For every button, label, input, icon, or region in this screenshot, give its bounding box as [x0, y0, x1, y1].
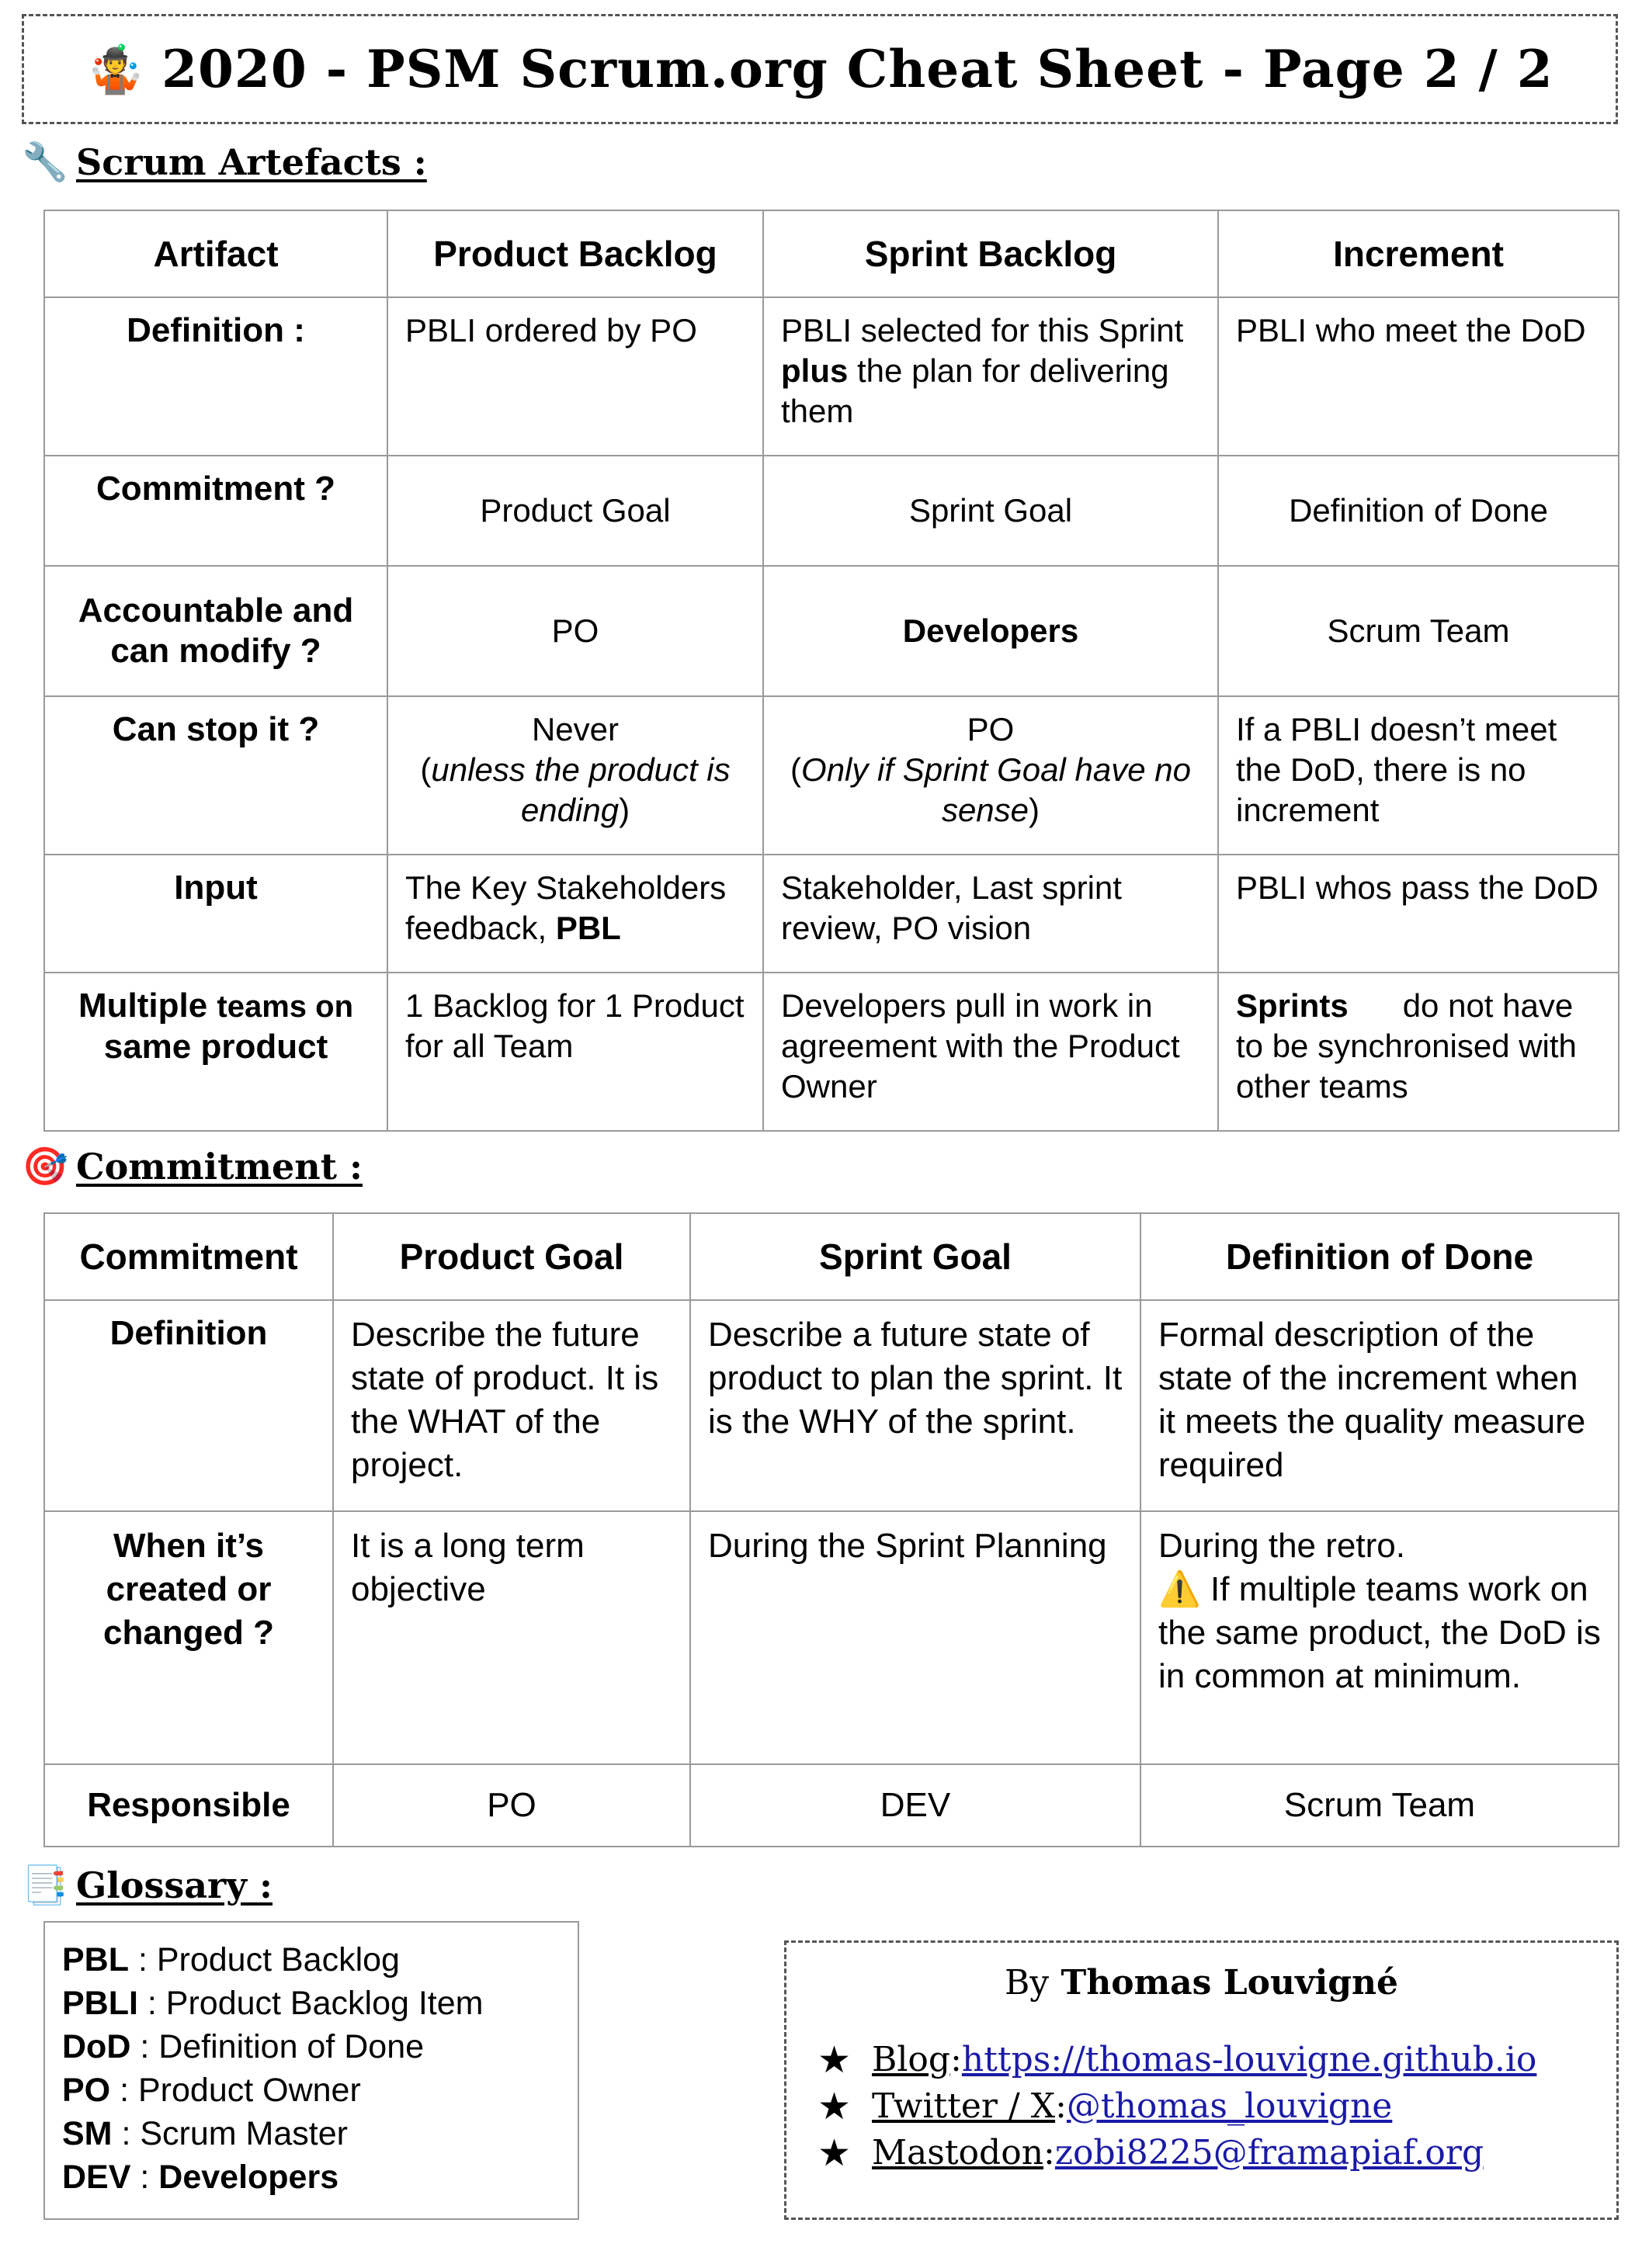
- commitment-heading: [22, 1144, 363, 1188]
- glossary-item: SM : Scrum Master: [62, 2115, 348, 2152]
- cell-pg-definition: Describe the future state of product. It is the WHAT of the project.: [333, 1300, 690, 1511]
- row-commitment: [44, 456, 1619, 566]
- title-banner: [22, 14, 1618, 124]
- header-product-goal: Product Goal: [333, 1213, 690, 1300]
- artefacts-heading: [22, 140, 427, 184]
- wrench-icon: 🔧: [22, 142, 68, 183]
- cell-sb-stop: PO (Only if Sprint Goal have no sense): [763, 696, 1218, 855]
- glossary-item: DEV : Developers: [62, 2159, 339, 2196]
- header-commitment: Commitment: [44, 1213, 333, 1300]
- artefacts-table: [43, 210, 1619, 1132]
- cell-inc-accountable: Scrum Team: [1218, 566, 1619, 696]
- cell-sb-input: Stakeholder, Last sprint review, PO vision: [763, 855, 1218, 973]
- blog-label: Blog: [872, 2040, 951, 2079]
- cell-sb-multiple: Developers pull in work in agreement with the Product Owner: [763, 973, 1218, 1131]
- row-commit-definition: [44, 1300, 1619, 1511]
- cell-sb-accountable: Developers: [763, 566, 1218, 696]
- cell-inc-stop: If a PBLI doesn’t meet the DoD, there is no increment: [1218, 696, 1619, 855]
- row-stop: [44, 696, 1619, 855]
- artefacts-heading-label: Scrum Artefacts :: [76, 140, 427, 183]
- header-artifact: Artifact: [44, 210, 387, 297]
- row-label: Can stop it ?: [44, 696, 387, 855]
- author-box: [784, 1940, 1619, 2220]
- row-label: When it’s created or changed ?: [44, 1511, 333, 1764]
- glossary-item: PBL : Product Backlog: [62, 1941, 400, 1978]
- row-accountable: [44, 566, 1619, 696]
- notepad-icon: 📑: [22, 1865, 68, 1906]
- row-label: Accountable and can modify ?: [44, 566, 387, 696]
- header-product-backlog: Product Backlog: [387, 210, 763, 297]
- cell-inc-definition: PBLI who meet the DoD: [1218, 297, 1619, 456]
- commitment-heading-label: Commitment :: [76, 1145, 363, 1188]
- glossary-item: PO : Product Owner: [62, 2072, 361, 2109]
- cell-pb-commitment: Product Goal: [387, 456, 763, 566]
- commitment-table: [43, 1212, 1619, 1847]
- twitter-link[interactable]: @thomas_louvigne: [1066, 2086, 1393, 2126]
- author-byline: By Thomas Louvigné: [1004, 1963, 1399, 2003]
- glossary-box: [43, 1921, 579, 2220]
- cell-sg-definition: Describe a future state of product to plan the sprint. It is the WHY of the sprint.: [690, 1300, 1140, 1511]
- cell-sb-definition: PBLI selected for this Sprint plus the plan for delivering them: [763, 297, 1218, 456]
- cell-pg-when: It is a long term objective: [333, 1511, 690, 1764]
- star-icon: ★: [818, 2131, 852, 2175]
- juggler-icon: 🤹: [86, 43, 145, 95]
- cell-dod-when: During the retro. ⚠️ If multiple teams work on the same product, the DoD is in common at minimum.: [1140, 1511, 1619, 1764]
- glossary-item: DoD : Definition of Done: [62, 2028, 425, 2065]
- target-icon: 🎯: [22, 1146, 68, 1188]
- row-label: Multiple teams on same product: [44, 973, 387, 1131]
- cell-pb-multiple: 1 Backlog for 1 Product for all Team: [387, 973, 763, 1131]
- cell-inc-multiple: Sprints do not have to be synchronised with other teams: [1218, 973, 1619, 1131]
- cell-sb-commitment: Sprint Goal: [763, 456, 1218, 566]
- star-icon: ★: [818, 2085, 852, 2128]
- header-sprint-goal: Sprint Goal: [690, 1213, 1140, 1300]
- page-title: 2020 - PSM Scrum.org Cheat Sheet - Page 2 / 2: [161, 39, 1553, 99]
- author-link-row: ★ Twitter / X : @thomas_louvigne: [818, 2085, 1393, 2128]
- row-label: Responsible: [44, 1764, 333, 1847]
- warning-icon: ⚠️: [1158, 1570, 1201, 1608]
- cell-pb-definition: PBLI ordered by PO: [387, 297, 763, 456]
- commitment-header-row: [44, 1213, 1619, 1300]
- mastodon-link[interactable]: zobi8225@framapiaf.org: [1054, 2133, 1484, 2173]
- artefacts-header-row: [44, 210, 1619, 297]
- blog-link[interactable]: https://thomas-louvigne.github.io: [961, 2040, 1537, 2079]
- mastodon-label: Mastodon: [872, 2133, 1044, 2173]
- cell-dod-definition: Formal description of the state of the increment when it meets the quality measure required: [1140, 1300, 1619, 1511]
- cell-inc-commitment: Definition of Done: [1218, 456, 1619, 566]
- row-label: Input: [44, 855, 387, 973]
- header-sprint-backlog: Sprint Backlog: [763, 210, 1218, 297]
- row-definition: [44, 297, 1619, 456]
- author-link-row: ★ Blog : https://thomas-louvigne.github.io: [818, 2038, 1537, 2082]
- glossary-heading: [22, 1863, 273, 1907]
- cell-pb-stop: Never (unless the product is ending): [387, 696, 763, 855]
- star-icon: ★: [818, 2038, 852, 2082]
- author-link-row: ★ Mastodon : zobi8225@framapiaf.org: [818, 2131, 1484, 2175]
- header-increment: Increment: [1218, 210, 1619, 297]
- cell-pb-input: The Key Stakeholders feedback, PBL: [387, 855, 763, 973]
- cell-sg-responsible: DEV: [690, 1764, 1140, 1847]
- cell-inc-input: PBLI whos pass the DoD: [1218, 855, 1619, 973]
- row-commit-responsible: [44, 1764, 1619, 1847]
- twitter-label: Twitter / X: [872, 2086, 1056, 2126]
- row-label: Definition :: [44, 297, 387, 456]
- row-label: Commitment ?: [44, 456, 387, 566]
- row-commit-when: [44, 1511, 1619, 1764]
- row-label: Definition: [44, 1300, 333, 1511]
- cell-dod-responsible: Scrum Team: [1140, 1764, 1619, 1847]
- header-definition-of-done: Definition of Done: [1140, 1213, 1619, 1300]
- row-multiple: [44, 973, 1619, 1131]
- cell-pb-accountable: PO: [387, 566, 763, 696]
- cell-pg-responsible: PO: [333, 1764, 690, 1847]
- row-input: [44, 855, 1619, 973]
- glossary-heading-label: Glossary :: [76, 1864, 273, 1906]
- cell-sg-when: During the Sprint Planning: [690, 1511, 1140, 1764]
- glossary-item: PBLI : Product Backlog Item: [62, 1985, 484, 2022]
